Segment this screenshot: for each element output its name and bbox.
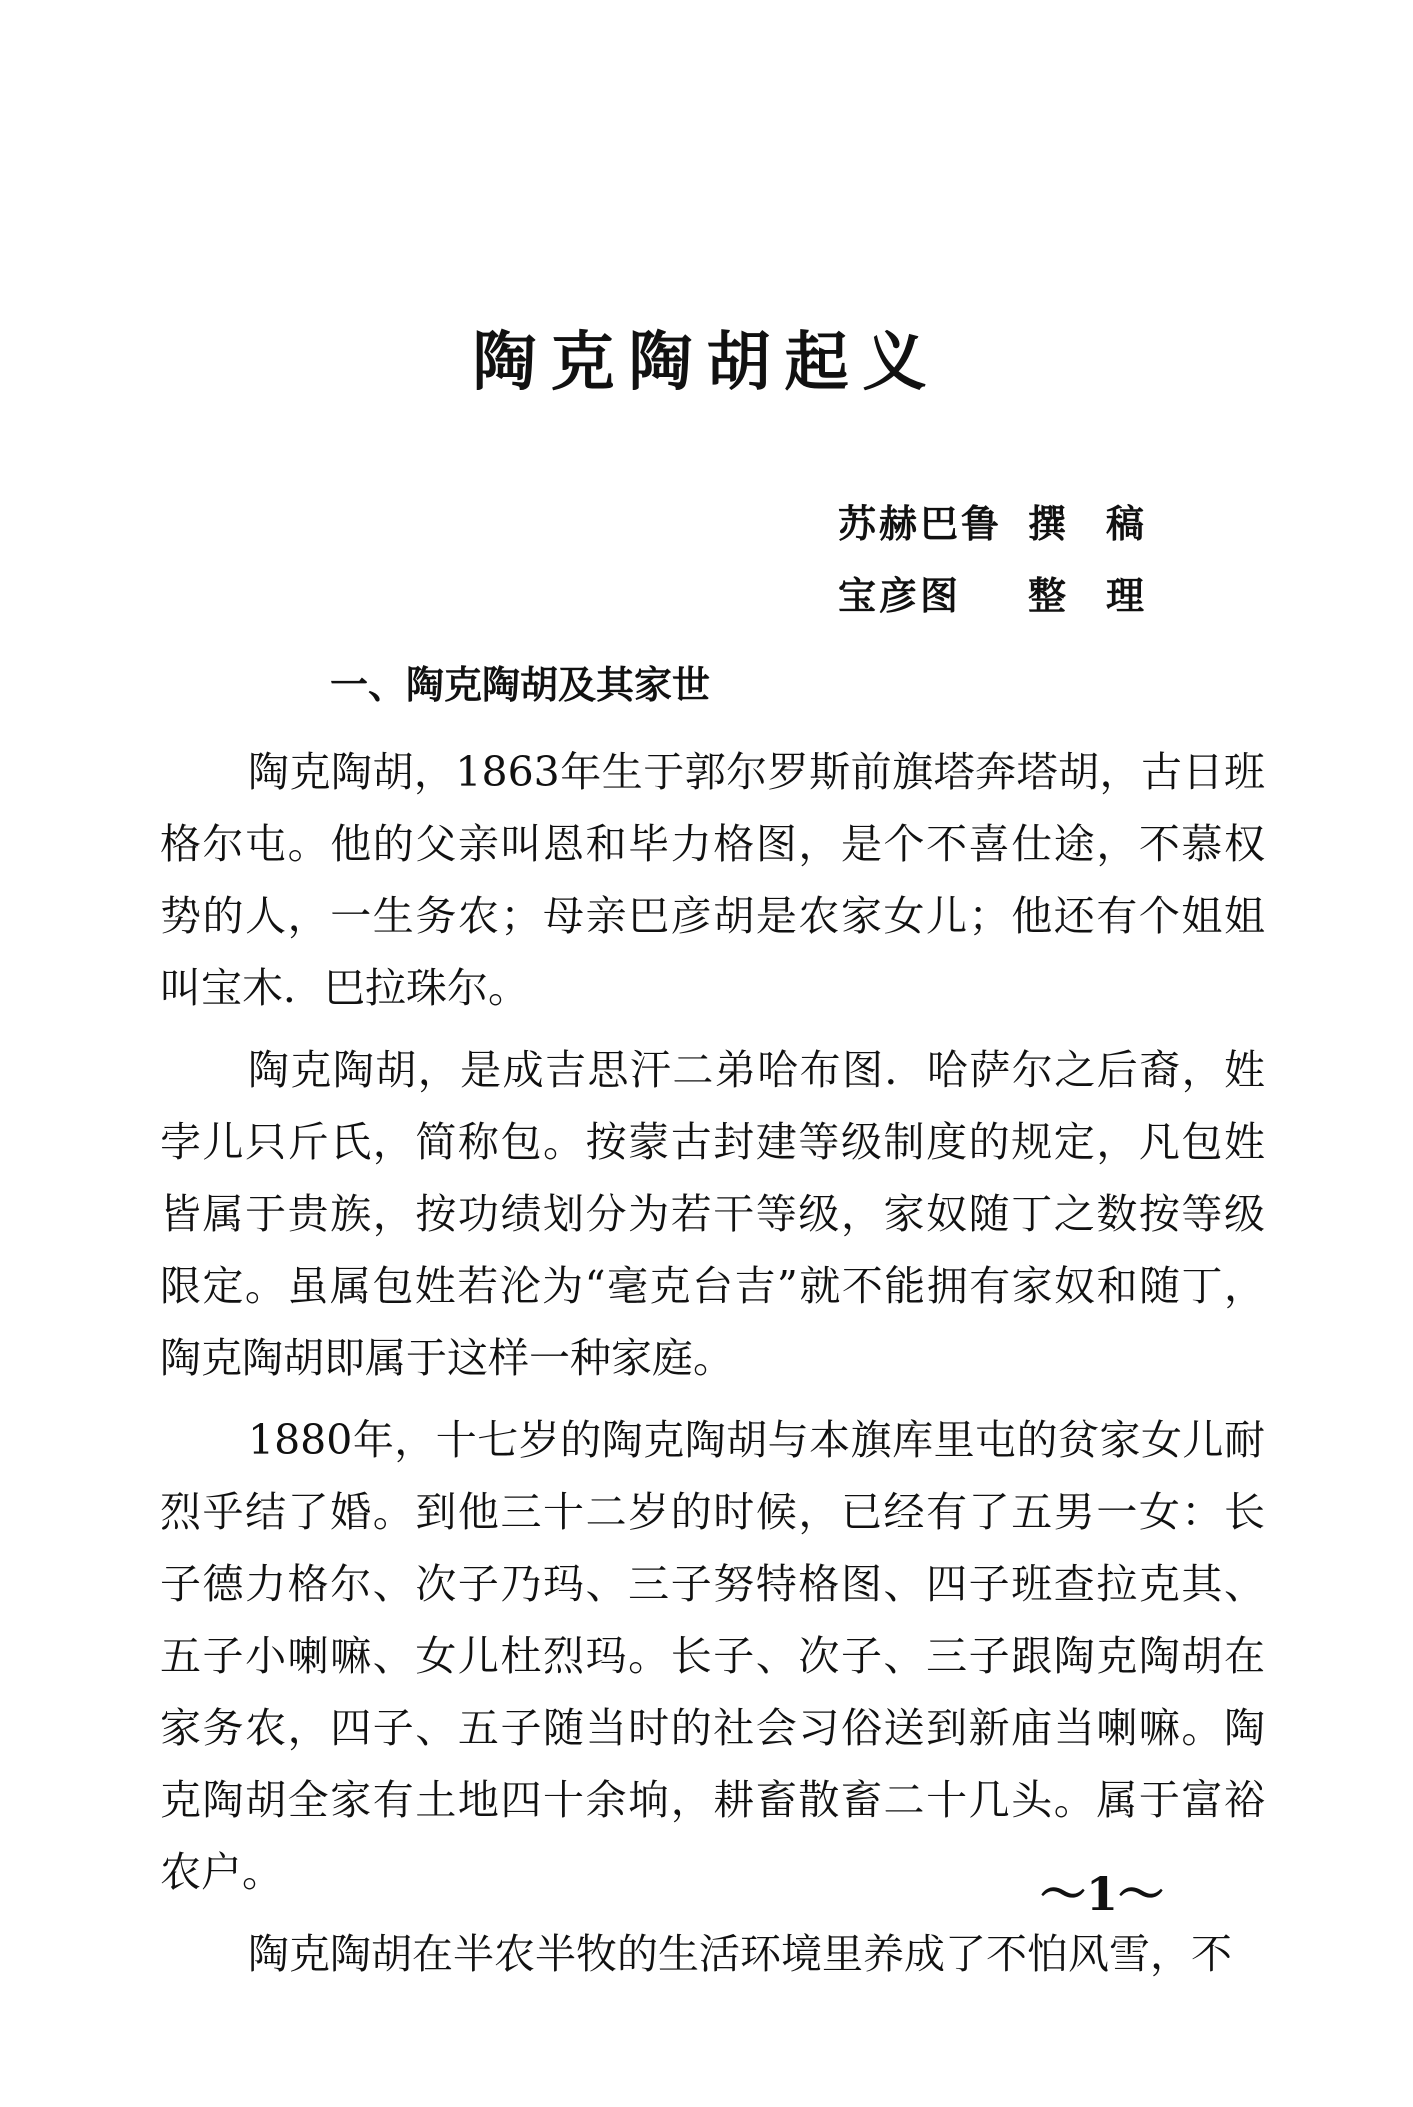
credit-role: 撰稿 bbox=[1028, 502, 1185, 546]
credits-block bbox=[838, 488, 1184, 632]
paragraph: 陶克陶胡，1863年生于郭尔罗斯前旗塔奔塔胡，古日班格尔屯。他的父亲叫恩和毕力格图，是个不喜仕途，不慕权势的人，一生务农；母亲巴彦胡是农家女儿；他还有个姐姐叫宝木．巴拉珠尔。 bbox=[160, 748, 1265, 1012]
paragraph: 陶克陶胡，是成吉思汗二弟哈布图．哈萨尔之后裔，姓孛儿只斤氏，简称包。按蒙古封建等级制度的规定，凡包姓皆属于贵族，按功绩划分为若干等级，家奴随丁之数按等级限定。虽属包姓若沦为“毫克台吉”就不能拥有家奴和随丁，陶克陶胡即属于这样一种家庭。 bbox=[160, 1046, 1265, 1382]
paragraph: 1880年，十七岁的陶克陶胡与本旗库里屯的贫家女儿耐烈乎结了婚。到他三十二岁的时候，已经有了五男一女：长子德力格尔、次子乃玛、三子努特格图、四子班查拉克其、五子小喇嘛、女儿杜烈玛。长子、次子、三子跟陶克陶胡在家务农，四子、五子随当时的社会习俗送到新庙当喇嘛。陶克陶胡全家有土地四十余垧，耕畜散畜二十几头。属于富裕农户。 bbox=[160, 1416, 1265, 1896]
credit-role: 整理 bbox=[1028, 574, 1185, 618]
credit-name: 苏赫巴鲁 bbox=[838, 502, 1003, 546]
page-number: ～1～ bbox=[1040, 1867, 1165, 1921]
paragraph: 陶克陶胡在半农半牧的生活环境里养成了不怕风雪，不 bbox=[248, 1930, 1232, 1978]
body-text bbox=[160, 736, 1265, 2000]
credit-row-editor bbox=[838, 560, 1184, 632]
article-title: 陶克陶胡起义 bbox=[472, 325, 941, 400]
credit-row-author bbox=[838, 488, 1184, 560]
section-heading: 一、陶克陶胡及其家世 bbox=[330, 663, 711, 707]
credit-name: 宝彦图 bbox=[838, 574, 962, 618]
